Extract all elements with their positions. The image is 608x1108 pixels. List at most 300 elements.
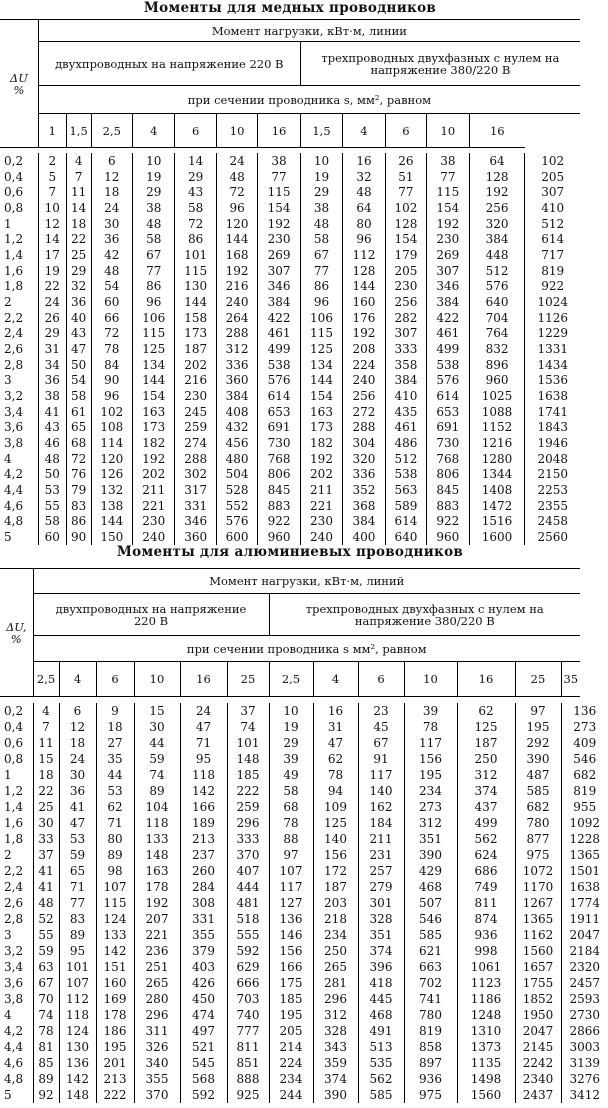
- copper-value-cell: 22: [44, 279, 60, 294]
- copper-value-cell: 1843: [525, 419, 580, 435]
- copper-value-cell: 38: [44, 388, 60, 403]
- aluminum-value-cell: 10: [269, 703, 313, 719]
- aluminum-value-cell: 15: [38, 752, 54, 766]
- copper-value-cell: 589: [385, 498, 426, 514]
- copper-value-cell: 922: [525, 278, 580, 294]
- aluminum-value-cell: 37: [227, 703, 269, 719]
- copper-delta-u-cell: 1,8: [0, 278, 38, 294]
- aluminum-value-cell: 156: [404, 751, 457, 767]
- copper-value-cell: 336: [343, 466, 385, 482]
- copper-value-cell: 2048: [525, 451, 580, 467]
- copper-value-cell: 102: [385, 200, 426, 216]
- copper-value-cell: 29: [66, 263, 91, 279]
- copper-value-cell: 202: [300, 466, 342, 482]
- copper-value-cell: 410: [525, 200, 580, 216]
- aluminum-value-cell: 11: [38, 736, 54, 750]
- copper-value-cell: 115: [427, 184, 469, 200]
- aluminum-delta-u-cell: 4: [0, 1007, 33, 1023]
- copper-value-cell: 653: [258, 404, 300, 420]
- copper-value-cell: 163: [133, 404, 175, 420]
- aluminum-value-cell: 545: [180, 1055, 227, 1071]
- copper-delta-u: [0, 20, 38, 148]
- copper-value-cell: 360: [216, 372, 257, 388]
- aluminum-value-cell: 89: [134, 783, 180, 799]
- aluminum-value-cell: 162: [358, 799, 404, 815]
- copper-value-cell: 29: [44, 326, 60, 341]
- aluminum-value-cell: 234: [404, 783, 457, 799]
- copper-delta-u-cell: 4,4: [0, 482, 38, 498]
- copper-value-cell: 77: [133, 263, 175, 279]
- copper-value-cell: 18: [66, 216, 91, 232]
- aluminum-delta-u-cell: 4,6: [0, 1055, 33, 1071]
- aluminum-value-cell: 74: [134, 767, 180, 783]
- aluminum-value-cell: 166: [269, 959, 313, 975]
- copper-value-cell: 173: [300, 419, 342, 435]
- aluminum-value-cell: 142: [96, 943, 134, 959]
- aluminum-table-row: [0, 703, 608, 719]
- aluminum-value-cell: 874: [457, 911, 515, 927]
- copper-value-cell: 125: [133, 341, 175, 357]
- copper-value-cell: 2560: [525, 529, 580, 545]
- aluminum-value-cell: 265: [134, 975, 180, 991]
- copper-value-cell: 86: [133, 278, 175, 294]
- aluminum-delta-u-cell: 3,2: [0, 943, 33, 959]
- copper-value-cell: 614: [427, 388, 469, 404]
- copper-value-cell: 120: [216, 216, 257, 232]
- copper-value-cell: 883: [258, 498, 300, 514]
- copper-value-cell: 422: [258, 310, 300, 326]
- aluminum-delta-u-cell: 1,2: [0, 783, 33, 799]
- aluminum-size-cell: 25: [227, 662, 269, 697]
- copper-value-cell: 77: [258, 169, 300, 185]
- copper-delta-u-cell: 3,8: [0, 435, 38, 451]
- aluminum-value-cell: 629: [227, 959, 269, 975]
- aluminum-value-cell: 374: [313, 1071, 358, 1087]
- aluminum-value-cell: 851: [227, 1055, 269, 1071]
- aluminum-value-cell: 312: [404, 815, 457, 831]
- aluminum-value-cell: 546: [404, 911, 457, 927]
- aluminum-value-cell: 328: [358, 911, 404, 927]
- copper-table-row: [0, 325, 580, 341]
- copper-value-cell: 32: [343, 169, 385, 185]
- copper-value-cell: 24: [91, 200, 132, 216]
- copper-value-cell: 368: [343, 498, 385, 514]
- aluminum-value-cell: 104: [134, 799, 180, 815]
- aluminum-value-cell: 224: [269, 1055, 313, 1071]
- aluminum-delta-u-cell: 1,4: [0, 799, 33, 815]
- aluminum-header-table: [0, 568, 580, 697]
- aluminum-value-cell: 1373: [457, 1039, 515, 1055]
- copper-value-cell: 576: [216, 513, 257, 529]
- copper-data-table: [0, 153, 580, 545]
- aluminum-value-cell: 686: [457, 863, 515, 879]
- copper-size-cell: 10: [427, 114, 469, 148]
- copper-value-cell: 6: [91, 153, 132, 169]
- aluminum-value-cell: 2242: [515, 1055, 561, 1071]
- copper-value-cell: 134: [133, 357, 175, 373]
- copper-value-cell: 64: [343, 200, 385, 216]
- copper-value-cell: 134: [300, 357, 342, 373]
- aluminum-value-cell: 331: [180, 911, 227, 927]
- copper-table-row: [0, 451, 580, 467]
- copper-value-cell: 144: [216, 231, 257, 247]
- copper-value-cell: 1516: [469, 513, 525, 529]
- copper-value-cell: 58: [66, 388, 91, 404]
- aluminum-value-cell: 39: [404, 703, 457, 719]
- copper-value-cell: 138: [91, 498, 132, 514]
- copper-value-cell: 26: [385, 153, 426, 169]
- aluminum-value-cell: 296: [227, 815, 269, 831]
- aluminum-value-cell: 780: [404, 1007, 457, 1023]
- aluminum-value-cell: 6: [59, 703, 96, 719]
- copper-value-cell: 486: [385, 435, 426, 451]
- copper-value-cell: 16: [343, 153, 385, 169]
- aluminum-value-cell: 521: [180, 1039, 227, 1055]
- copper-value-cell: 4: [66, 153, 91, 169]
- aluminum-delta-u: [0, 569, 33, 697]
- copper-value-cell: 576: [258, 372, 300, 388]
- aluminum-value-cell: 390: [404, 847, 457, 863]
- aluminum-value-cell: 409: [561, 735, 608, 751]
- aluminum-value-cell: 55: [38, 928, 54, 942]
- copper-table-row: [0, 231, 580, 247]
- copper-value-cell: 96: [216, 200, 257, 216]
- aluminum-value-cell: 136: [59, 1055, 96, 1071]
- copper-value-cell: 922: [258, 513, 300, 529]
- copper-value-cell: 2: [48, 153, 57, 168]
- copper-value-cell: 173: [175, 325, 216, 341]
- copper-table-row: [0, 184, 580, 200]
- aluminum-value-cell: 62: [96, 799, 134, 815]
- copper-value-cell: 120: [91, 451, 132, 467]
- copper-value-cell: 18: [91, 184, 132, 200]
- aluminum-table-row: [0, 863, 608, 879]
- copper-value-cell: 288: [216, 325, 257, 341]
- copper-value-cell: 205: [385, 263, 426, 279]
- aluminum-value-cell: 187: [313, 879, 358, 895]
- copper-delta-u-cell: 0,2: [0, 153, 38, 169]
- copper-value-cell: 2150: [525, 466, 580, 482]
- aluminum-value-cell: 1135: [457, 1055, 515, 1071]
- aluminum-value-cell: 374: [457, 783, 515, 799]
- aluminum-moment-header: Момент нагрузки, кВт·м, линий: [33, 569, 580, 594]
- copper-delta-u-cell: 4: [0, 451, 38, 467]
- aluminum-value-cell: 237: [180, 847, 227, 863]
- copper-value-cell: 538: [427, 357, 469, 373]
- aluminum-value-cell: 624: [457, 847, 515, 863]
- copper-value-cell: 384: [216, 388, 257, 404]
- aluminum-value-cell: 125: [313, 815, 358, 831]
- copper-value-cell: 2253: [525, 482, 580, 498]
- aluminum-delta-u-cell: 4,8: [0, 1071, 33, 1087]
- copper-value-cell: 96: [91, 388, 132, 404]
- aluminum-value-cell: 47: [313, 735, 358, 751]
- copper-value-cell: 50: [44, 467, 60, 482]
- aluminum-value-cell: 2047: [561, 927, 608, 943]
- aluminum-value-cell: 95: [180, 751, 227, 767]
- aluminum-value-cell: 231: [358, 847, 404, 863]
- aluminum-value-cell: 213: [96, 1071, 134, 1087]
- aluminum-value-cell: 62: [457, 703, 515, 719]
- aluminum-value-cell: 117: [404, 735, 457, 751]
- aluminum-value-cell: 107: [96, 879, 134, 895]
- copper-value-cell: 60: [44, 530, 60, 545]
- aluminum-value-cell: 260: [180, 863, 227, 879]
- copper-value-cell: 461: [258, 325, 300, 341]
- aluminum-value-cell: 1186: [457, 991, 515, 1007]
- copper-value-cell: 192: [427, 216, 469, 232]
- aluminum-value-cell: 359: [313, 1055, 358, 1071]
- aluminum-value-cell: 71: [96, 815, 134, 831]
- copper-value-cell: 96: [343, 231, 385, 247]
- aluminum-value-cell: 2145: [515, 1039, 561, 1055]
- aluminum-size-cell: 10: [404, 662, 457, 697]
- aluminum-value-cell: 29: [269, 735, 313, 751]
- aluminum-value-cell: 41: [38, 880, 54, 894]
- copper-value-cell: 408: [216, 404, 257, 420]
- aluminum-value-cell: 101: [59, 959, 96, 975]
- copper-delta-u-cell: 1,2: [0, 231, 38, 247]
- aluminum-delta-u-cell: 3,4: [0, 959, 33, 975]
- copper-value-cell: 17: [44, 247, 60, 262]
- copper-value-cell: 1434: [525, 357, 580, 373]
- copper-value-cell: 211: [300, 482, 342, 498]
- copper-value-cell: 77: [300, 263, 342, 279]
- aluminum-table-row: [0, 767, 608, 783]
- aluminum-value-cell: 88: [269, 831, 313, 847]
- copper-value-cell: 512: [469, 263, 525, 279]
- copper-value-cell: 53: [44, 482, 60, 497]
- aluminum-value-cell: 296: [313, 991, 358, 1007]
- copper-value-cell: 29: [300, 184, 342, 200]
- aluminum-value-cell: 936: [404, 1071, 457, 1087]
- copper-value-cell: 43: [44, 420, 60, 435]
- copper-value-cell: 36: [91, 231, 132, 247]
- aluminum-value-cell: 236: [134, 943, 180, 959]
- copper-value-cell: 896: [469, 357, 525, 373]
- aluminum-value-cell: 23: [358, 703, 404, 719]
- copper-value-cell: 480: [216, 451, 257, 467]
- copper-value-cell: 307: [385, 325, 426, 341]
- copper-value-cell: 230: [175, 388, 216, 404]
- copper-value-cell: 245: [175, 404, 216, 420]
- copper-value-cell: 90: [91, 372, 132, 388]
- aluminum-value-cell: 78: [38, 1024, 54, 1038]
- copper-value-cell: 101: [175, 247, 216, 263]
- copper-value-cell: 216: [175, 372, 216, 388]
- aluminum-value-cell: 24: [180, 703, 227, 719]
- copper-value-cell: 128: [469, 169, 525, 185]
- copper-value-cell: 90: [66, 529, 91, 545]
- copper-value-cell: 384: [258, 294, 300, 310]
- copper-value-cell: 72: [91, 325, 132, 341]
- copper-value-cell: 819: [525, 263, 580, 279]
- copper-size-cell: 1,5: [66, 114, 91, 148]
- copper-value-cell: 154: [300, 388, 342, 404]
- copper-value-cell: 108: [91, 419, 132, 435]
- copper-value-cell: 154: [133, 388, 175, 404]
- copper-delta-u-cell: 0,6: [0, 184, 38, 200]
- aluminum-value-cell: 156: [313, 847, 358, 863]
- aluminum-value-cell: 89: [96, 847, 134, 863]
- aluminum-value-cell: 142: [180, 783, 227, 799]
- copper-value-cell: 384: [343, 513, 385, 529]
- copper-value-cell: 160: [343, 294, 385, 310]
- aluminum-delta-u-cell: 3: [0, 927, 33, 943]
- copper-value-cell: 144: [133, 372, 175, 388]
- copper-delta-u-cell: 0,4: [0, 169, 38, 185]
- aluminum-value-cell: 1310: [457, 1023, 515, 1039]
- copper-value-cell: 19: [44, 263, 60, 278]
- copper-value-cell: 132: [91, 482, 132, 498]
- copper-value-cell: 230: [385, 278, 426, 294]
- copper-value-cell: 130: [175, 278, 216, 294]
- copper-value-cell: 106: [300, 310, 342, 326]
- aluminum-value-cell: 450: [180, 991, 227, 1007]
- copper-value-cell: 144: [91, 513, 132, 529]
- aluminum-delta-u-cell: 2,8: [0, 911, 33, 927]
- copper-value-cell: 192: [216, 263, 257, 279]
- aluminum-value-cell: 585: [404, 927, 457, 943]
- copper-value-cell: 764: [469, 325, 525, 341]
- copper-value-cell: 48: [91, 263, 132, 279]
- copper-value-cell: 168: [216, 247, 257, 263]
- copper-value-cell: 264: [216, 310, 257, 326]
- copper-value-cell: 47: [66, 341, 91, 357]
- copper-value-cell: 331: [175, 498, 216, 514]
- copper-value-cell: 29: [133, 184, 175, 200]
- aluminum-value-cell: 888: [227, 1071, 269, 1087]
- copper-value-cell: 307: [427, 263, 469, 279]
- aluminum-table-row: [0, 895, 608, 911]
- aluminum-table-row: [0, 799, 608, 815]
- copper-value-cell: 19: [133, 169, 175, 185]
- copper-value-cell: 240: [133, 529, 175, 545]
- copper-value-cell: 216: [216, 278, 257, 294]
- copper-value-cell: 179: [385, 247, 426, 263]
- aluminum-value-cell: 2730: [561, 1007, 608, 1023]
- aluminum-value-cell: 148: [227, 751, 269, 767]
- aluminum-size-cell: 4: [59, 662, 96, 697]
- aluminum-delta-u-cell: 0,4: [0, 719, 33, 735]
- copper-delta-u-cell: 3: [0, 372, 38, 388]
- copper-value-cell: 960: [427, 529, 469, 545]
- aluminum-table-row: [0, 719, 608, 735]
- aluminum-value-cell: 94: [313, 783, 358, 799]
- aluminum-value-cell: 18: [59, 735, 96, 751]
- aluminum-value-cell: 59: [59, 847, 96, 863]
- aluminum-value-cell: 568: [180, 1071, 227, 1087]
- aluminum-value-cell: 998: [457, 943, 515, 959]
- aluminum-value-cell: 468: [404, 879, 457, 895]
- aluminum-value-cell: 487: [515, 767, 561, 783]
- aluminum-value-cell: 89: [59, 927, 96, 943]
- copper-value-cell: 691: [427, 419, 469, 435]
- copper-value-cell: 230: [133, 513, 175, 529]
- copper-value-cell: 76: [66, 466, 91, 482]
- copper-table-row: [0, 482, 580, 498]
- aluminum-table-row: [0, 847, 608, 863]
- aluminum-value-cell: 811: [227, 1039, 269, 1055]
- aluminum-value-cell: 2340: [515, 1071, 561, 1087]
- aluminum-delta-u-cell: 1,6: [0, 815, 33, 831]
- aluminum-value-cell: 189: [180, 815, 227, 831]
- aluminum-value-cell: 16: [313, 703, 358, 719]
- aluminum-value-cell: 562: [457, 831, 515, 847]
- copper-delta-u-cell: 2,6: [0, 341, 38, 357]
- aluminum-value-cell: 97: [269, 847, 313, 863]
- copper-value-cell: 691: [258, 419, 300, 435]
- copper-table-row: [0, 513, 580, 529]
- aluminum-value-cell: 897: [404, 1055, 457, 1071]
- aluminum-value-cell: 1072: [515, 863, 561, 879]
- copper-value-cell: 240: [300, 529, 342, 545]
- copper-value-cell: 144: [300, 372, 342, 388]
- copper-value-cell: 640: [469, 294, 525, 310]
- aluminum-value-cell: 192: [134, 895, 180, 911]
- copper-value-cell: 704: [469, 310, 525, 326]
- aluminum-value-cell: 234: [313, 927, 358, 943]
- copper-value-cell: 50: [66, 357, 91, 373]
- aluminum-value-cell: 35: [96, 751, 134, 767]
- copper-value-cell: 7: [48, 185, 57, 200]
- aluminum-value-cell: 127: [269, 895, 313, 911]
- copper-value-cell: 922: [427, 513, 469, 529]
- aluminum-value-cell: 67: [358, 735, 404, 751]
- aluminum-value-cell: 311: [134, 1023, 180, 1039]
- copper-value-cell: 307: [525, 184, 580, 200]
- copper-value-cell: 499: [258, 341, 300, 357]
- aluminum-delta-u-cell: 3,6: [0, 975, 33, 991]
- copper-value-cell: 410: [385, 388, 426, 404]
- aluminum-value-cell: 244: [269, 1087, 313, 1103]
- copper-value-cell: 614: [385, 513, 426, 529]
- aluminum-value-cell: 858: [404, 1039, 457, 1055]
- aluminum-value-cell: 148: [59, 1087, 96, 1103]
- aluminum-value-cell: 1560: [515, 943, 561, 959]
- aluminum-value-cell: 186: [96, 1023, 134, 1039]
- copper-value-cell: 86: [175, 231, 216, 247]
- copper-table-row: [0, 435, 580, 451]
- copper-size-cell: 4: [133, 114, 175, 148]
- aluminum-value-cell: 1501: [561, 863, 608, 879]
- aluminum-table-row: [0, 783, 608, 799]
- aluminum-size-cell: 35: [561, 662, 580, 697]
- copper-value-cell: 154: [258, 200, 300, 216]
- copper-value-cell: 221: [300, 498, 342, 514]
- copper-value-cell: 86: [300, 278, 342, 294]
- copper-value-cell: 150: [91, 529, 132, 545]
- aluminum-value-cell: 481: [227, 895, 269, 911]
- copper-table-row: [0, 341, 580, 357]
- copper-value-cell: 221: [133, 498, 175, 514]
- copper-unit-label: %: [13, 82, 25, 97]
- copper-value-cell: 614: [525, 231, 580, 247]
- copper-table-row: [0, 388, 580, 404]
- copper-value-cell: 230: [258, 231, 300, 247]
- copper-sizes-row: [0, 114, 580, 148]
- copper-value-cell: 32: [66, 278, 91, 294]
- aluminum-value-cell: 513: [358, 1039, 404, 1055]
- copper-delta-u-cell: 2: [0, 294, 38, 310]
- copper-value-cell: 1536: [525, 372, 580, 388]
- aluminum-delta-u-cell: 2: [0, 847, 33, 863]
- aluminum-value-cell: 259: [227, 799, 269, 815]
- copper-value-cell: 269: [427, 247, 469, 263]
- copper-value-cell: 320: [343, 451, 385, 467]
- copper-value-cell: 46: [44, 435, 60, 450]
- aluminum-value-cell: 1365: [515, 911, 561, 927]
